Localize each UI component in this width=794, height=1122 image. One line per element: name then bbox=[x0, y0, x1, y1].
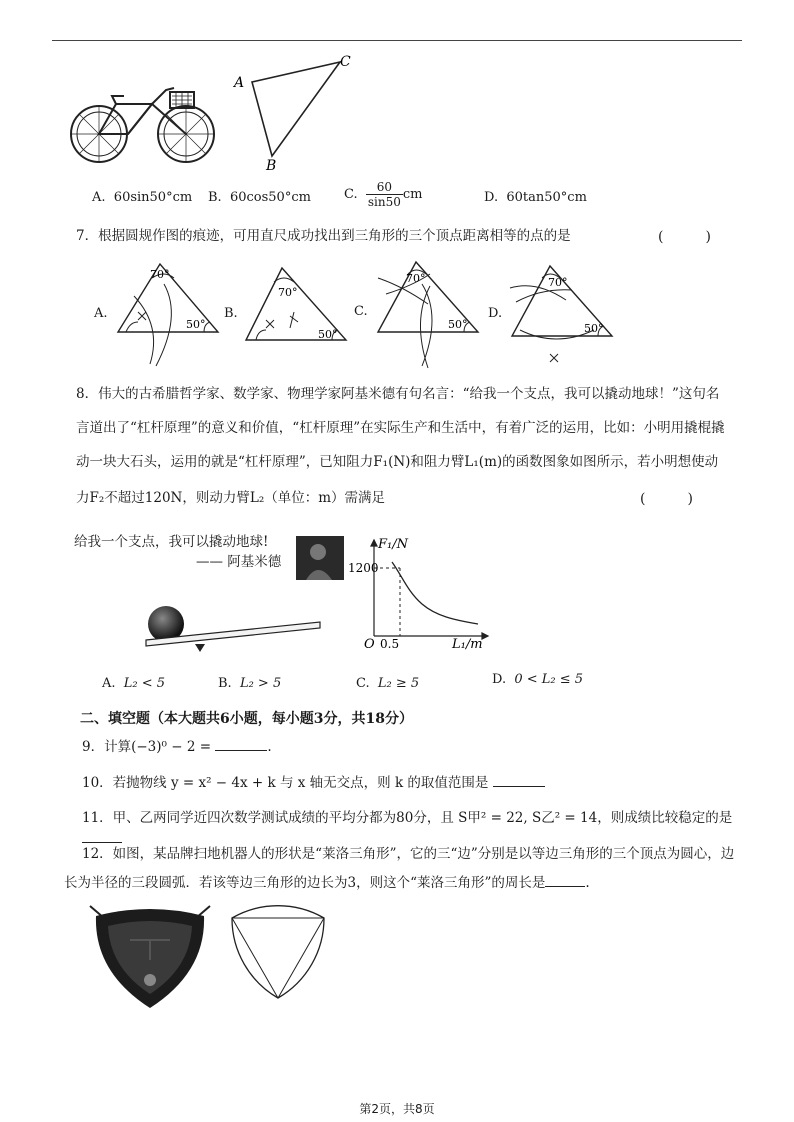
svg-text:70°: 70° bbox=[278, 286, 298, 299]
archimedes-portrait-icon bbox=[296, 536, 344, 580]
page-footer: 第2页，共8页 bbox=[359, 1102, 435, 1116]
svg-text:50°: 50° bbox=[584, 322, 604, 335]
inverse-curve bbox=[392, 562, 478, 624]
svg-text:50°: 50° bbox=[318, 328, 338, 341]
archimedes-quote: 给我一个支点，我可以撬动地球! bbox=[74, 534, 269, 550]
robot-vacuum-figure bbox=[86, 900, 214, 1012]
svg-text:50°: 50° bbox=[186, 318, 206, 331]
q12-line-1: 12．如图，某品牌扫地机器人的形状是“莱洛三角形”，它的三“边”分别是以等边三角形的三个顶点为圆心，边 bbox=[82, 846, 735, 862]
q10-answer-blank[interactable] bbox=[493, 772, 545, 787]
q8-line-2: 言道出了“杠杆原理”的意义和价值，“杠杆原理”在实际生产和生活中，有着广泛的运用，比如：小明用撬棍撬 bbox=[76, 420, 725, 436]
graph-x-label: L₁/m bbox=[452, 637, 483, 650]
q6-option-c[interactable]: C. $\frac{60}{\sin 50}$ cm bbox=[344, 180, 423, 209]
q11-answer-blank[interactable] bbox=[82, 828, 122, 843]
svg-text:70°: 70° bbox=[406, 272, 426, 285]
svg-text:70°: 70° bbox=[150, 268, 170, 281]
q12-line-2: 长为半径的三段圆弧．若该等边三角形的边长为3，则这个“莱洛三角形”的周长是 . bbox=[64, 872, 744, 893]
archimedes-author: —— 阿基米德 bbox=[196, 554, 282, 570]
q7-figure-b bbox=[240, 262, 352, 348]
q7-text: 7．根据圆规作图的痕迹，可用直尺成功找出到三角形的三个顶点距离相等的点的是 bbox=[76, 228, 571, 244]
header-rule bbox=[52, 40, 742, 41]
bicycle-figure bbox=[66, 78, 222, 170]
reuleaux-triangle-figure bbox=[224, 904, 332, 1010]
q8-option-b[interactable]: B. L₂ > 5 bbox=[218, 676, 282, 691]
q8-option-c[interactable]: C. L₂ ≥ 5 bbox=[356, 676, 420, 691]
lever-figure bbox=[144, 602, 324, 658]
q6-option-d[interactable]: D. 60tan50°cm bbox=[484, 190, 587, 205]
q7-answer-paren[interactable]: ( ) bbox=[658, 229, 711, 245]
q8-answer-paren[interactable]: ( ) bbox=[640, 491, 693, 507]
vertex-b-label: B bbox=[266, 158, 277, 174]
q10-text: 10．若抛物线 y = x² − 4x + k 与 x 轴无交点，则 k 的取值范围是 bbox=[82, 772, 762, 793]
graph-origin: O bbox=[364, 637, 375, 650]
q11-text: 11．甲、乙两同学近四次数学测试成绩的平均分都为80分，且 S甲² = 22, S乙² = 14，则成绩比较稳定的是 bbox=[82, 808, 762, 849]
q9-text: 9．计算(−3)⁰ − 2 = . bbox=[82, 736, 762, 757]
q7-option-c[interactable]: C. bbox=[354, 304, 368, 319]
q7-figure-a bbox=[112, 256, 224, 370]
q7-option-a[interactable]: A. bbox=[94, 306, 108, 321]
q9-answer-blank[interactable] bbox=[215, 736, 267, 751]
q6-option-a[interactable]: A. 60sin50°cm bbox=[92, 190, 193, 205]
f1-l1-graph bbox=[346, 532, 496, 650]
triangle-abc-figure bbox=[228, 52, 362, 176]
q12-answer-blank[interactable] bbox=[545, 872, 585, 887]
q6-option-c-fraction: $\frac{60}{\sin 50}$ bbox=[367, 180, 401, 209]
q7-figure-c bbox=[372, 256, 484, 370]
q8-line-1: 8．伟大的古希腊哲学家、数学家、物理学家阿基米德有句名言：“给我一个支点，我可以撬动地球！”这句名 bbox=[76, 386, 720, 402]
q8-option-a[interactable]: A. L₂ < 5 bbox=[102, 676, 166, 691]
q6-option-b[interactable]: B. 60cos50°cm bbox=[208, 190, 311, 205]
svg-text:70°: 70° bbox=[548, 276, 568, 289]
q7-option-b[interactable]: B. bbox=[224, 306, 238, 321]
vertex-a-label: A bbox=[234, 75, 245, 91]
graph-x-tick: 0.5 bbox=[380, 637, 400, 650]
section-2-heading: 二、填空题（本大题共6小题，每小题3分，共18分） bbox=[80, 711, 413, 727]
q8-line-4: 力F₂不超过120N，则动力臂L₂（单位：m）需满足 bbox=[76, 490, 386, 506]
graph-y-tick: 1200 bbox=[348, 561, 379, 575]
fulcrum-icon bbox=[195, 644, 205, 652]
q8-option-d[interactable]: D. 0 < L₂ ≤ 5 bbox=[492, 672, 584, 687]
vertex-c-label: C bbox=[340, 54, 351, 70]
q7-figure-d bbox=[506, 260, 618, 364]
svg-text:50°: 50° bbox=[448, 318, 468, 331]
q7-option-d[interactable]: D. bbox=[488, 306, 503, 321]
q8-line-3: 动一块大石头，运用的就是“杠杆原理”，已知阻力F₁(N)和阻力臂L₁(m)的函数图象如图所示，若小明想使动 bbox=[76, 454, 719, 470]
graph-y-label: F₁/N bbox=[378, 537, 408, 552]
